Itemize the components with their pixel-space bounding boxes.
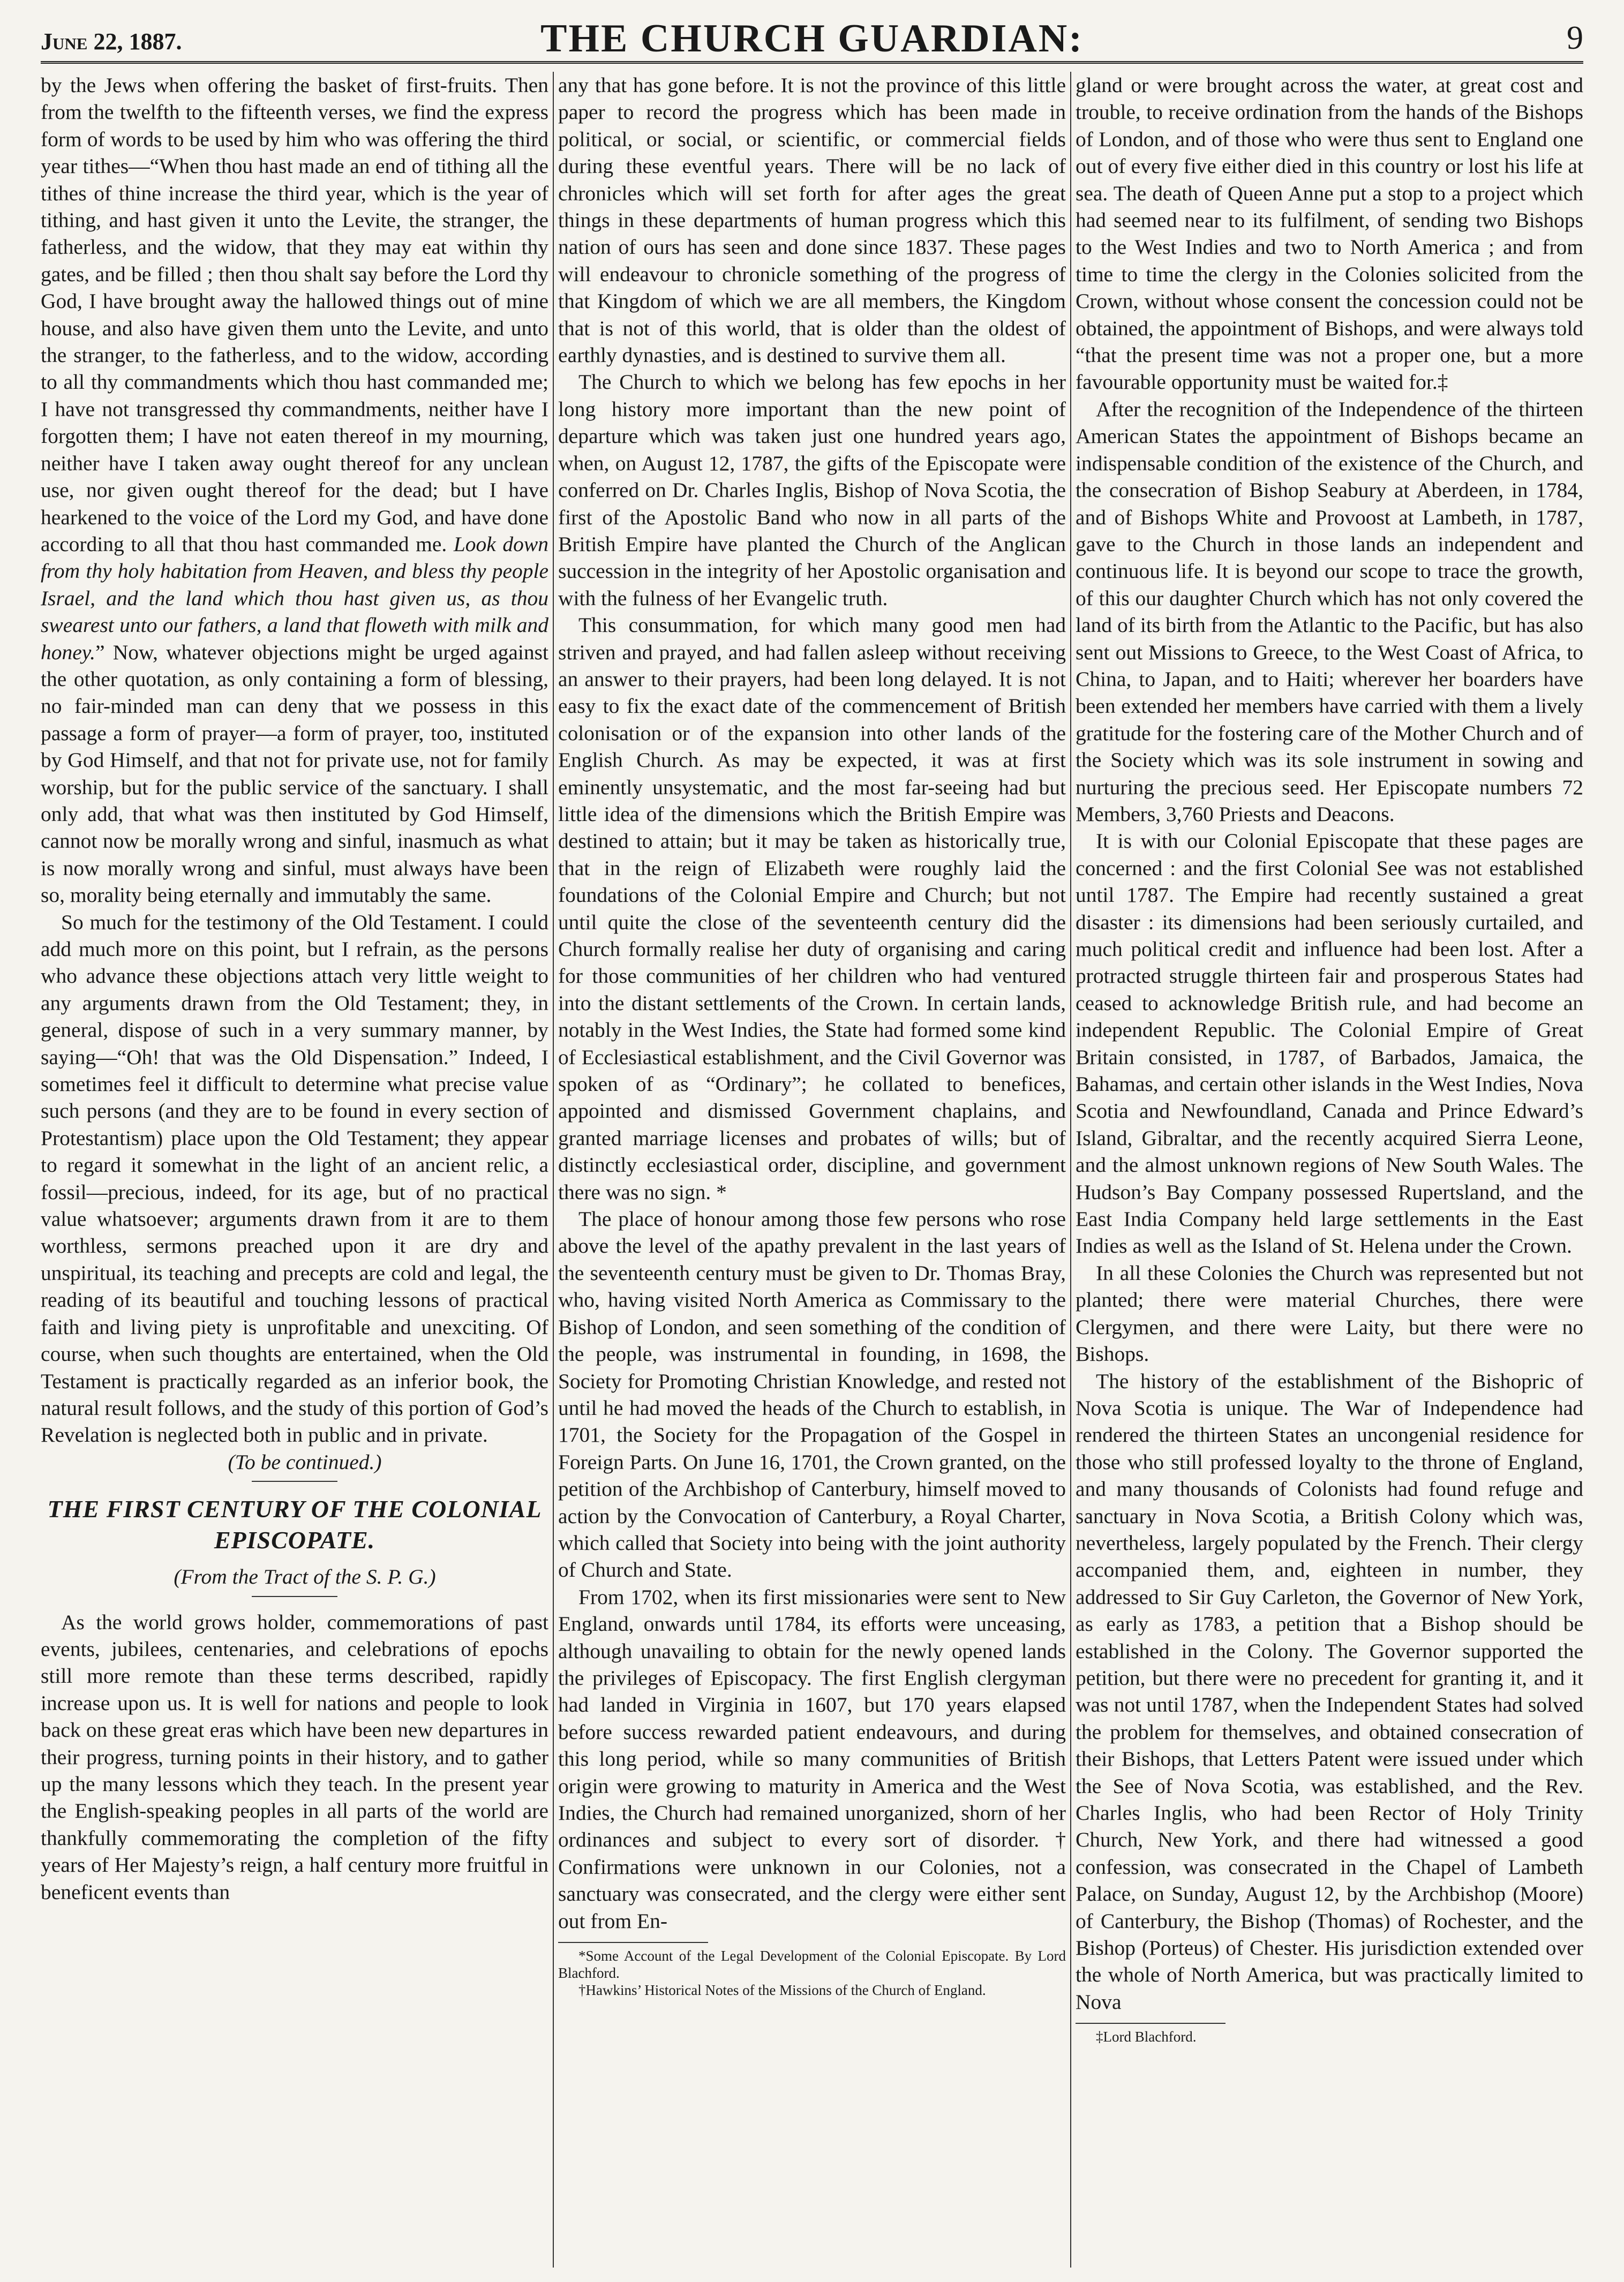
scripture-quotation: Look down from thy holy habitation from Heaven, and bless thy people Israel, and the land which thou hast given us, as thou swearest unto our fathers, a land that floweth with milk and honey. [41,532,548,664]
paragraph: The place of honour among those few persons who rose above the level of the apathy prevalent in the last years of the seventeenth century must be given to Dr. Thomas Bray, who, having visited North America as Commissary to the Bishop of London, and seen something of the condition of the people, was instrumental in founding, in 1698, the Society for Promoting Christian Knowledge, and rested not until he had moved the heads of the Church to establish, in 1701, the Society for the Propagation of the Gospel in Foreign Parts. On June 16, 1701, the Crown granted, on the petition of the Archbishop of Canterbury, himself moved to action by the Convocation of Canterbury, a Royal Charter, which called that Society into being with the joint authority of Church and State. [558,1207,1066,1582]
column-3 [1076,72,1583,2268]
issue-date: June 22, 1887. [41,28,182,55]
divider [252,1481,337,1482]
paragraph: After the recognition of the Independence of the thirteen American States the appointment of Bishops became an indispensable condition of the existence of the Church, and the consecration of Bishop Seabury at Aberdeen, in 1784, and of Bishops White and Provoost at Lambeth, in 1787, gave to the Church in those lands an independent and continuous life. It is beyond our scope to trace the growth, of this our daughter Church which has not only covered the land of its birth from the Atlantic to the Pacific, but has also sent out Missions to Greece, to the West Coast of Africa, to China, to Japan, and to Haiti; wherever her boarders have been extended her members have carried with them a lively gratitude for the fostering care of the Mother Church and of the Society which was its sole instrument in sowing and nurturing the precious seed. Her Episcopate numbers 72 Members, 3,760 Priests and Deacons. [1076,397,1583,826]
column-2 [558,72,1066,2268]
paragraph: This consummation, for which many good men had striven and prayed, and had fallen asleep without receiving an answer to their prayers, had been long delayed. It is not easy to fix the exact date of the commencement of British colonisation or of the expansion into other lands of the English Church. As may be expected, it was at first eminently unsystematic, and the most far-seeing had but little idea of the dimensions which the British Empire was destined to attain; but it may be taken as historically true, that in the reign of Elizabeth were roughly laid the foundations of the Colonial Empire and Church; but not until quite the close of the seventeenth century did the Church formally realise her duty of organising and caring for those communities of her children who had ventured into the distant settlements of the Crown. In certain lands, notably in the West Indies, the State had formed some kind of Ecclesiastical establishment, and the Civil Governor was spoken of as “Ordinary”; he collated to benefices, appointed and dismissed Government chaplains, and granted marriage licenses and probates of wills; but of distinctly ecclesiastical order, discipline, and government there was no sign. * [558,613,1066,1204]
footnote: †Hawkins’ Historical Notes of the Missions of the Church of England. [578,1982,986,1999]
page-number: 9 [1567,20,1583,56]
article-title: THE FIRST CENTURY OF THE COLONIAL EPISCOPATE. [47,1495,542,1554]
paragraph: It is with our Colonial Episcopate that these pages are concerned : and the first Colonial See was not established until 1787. The Empire had recently sustained a great disaster : its dimensions had been seriously curtailed, and much political credit and influence had been lost. After a protracted struggle thirteen fair and prosperous States had ceased to acknowledge British rule, and had become an independent Republic. The Colonial Empire of Great Britain consisted, in 1787, of Barbados, Jamaica, the Bahamas, and certain other islands in the West Indies, Nova Scotia and Newfoundland, Canada and Prince Edward’s Island, Gibraltar, and the recently acquired Sierra Leone, and the almost unknown regions of New South Wales. The Hudson’s Bay Company possessed Rupertsland, and the East India Company held large settlements in the East Indies as well as the Island of St. Helena under the Crown. [1076,829,1583,1258]
footnote: ‡Lord Blachford. [1096,2029,1197,2045]
column-1 [41,72,548,2268]
masthead [41,12,1583,64]
column-rule [553,72,554,2268]
paragraph: In all these Colonies the Church was represented but not planted; there were material Churches, there were Clergymen, and there were Laity, but there were no Bishops. [1076,1261,1583,1366]
paragraph: From 1702, when its first missionaries were sent to New England, onwards until 1784, its efforts were unceasing, although unavailing to obtain for the newly opened lands the privileges of Episcopacy. The first English clergyman had landed in Virginia in 1607, but 170 years elapsed before success rewarded patient endeavours, and during this long period, while so many communities of British origin were growing to maturity in America and the West Indies, the Church had remained unorganized, shorn of her ordinances and subject to every sort of disorder. † Confirmations were unknown in our Colonies, not a sanctuary was consecrated, and the clergy were either sent out from En- [558,1585,1066,1933]
to-be-continued: (To be continued.) [228,1450,382,1474]
footnote: *Some Account of the Legal Development of the Colonial Episcopate. By Lord Blachford. [558,1948,1066,1982]
paragraph: So much for the testimony of the Old Testament. I could add much more on this point, but I refrain, as the persons who advance these objections attach very little weight to any arguments drawn from the Old Testament; they, in general, dispose of such in a very summary manner, by saying—“Oh! that was the Old Dispensation.” Indeed, I sometimes feel it difficult to determine what precise value such persons (and they are to be found in every section of Protestantism) place upon the Old Testament; they appear to regard it somewhat in the light of an ancient relic, a fossil—precious, indeed, for its age, but of no practical value whatsoever; arguments drawn from it are to them worthless, sermons preached upon it are dry and unspiritual, its teaching and precepts are cold and legal, the reading of its beautiful and touching lessons of practical faith and living piety is unprofitable and unexciting. Of course, when such thoughts are entertained, when the Old Testament is practically regarded as an inferior book, the natural result follows, and the study of this portion of God’s Revelation is neglected both in public and in private. [41,910,548,1447]
paragraph: The Church to which we belong has few epochs in her long history more important than the new point of departure which was taken just one hundred years ago, when, on August 12, 1787, the gifts of the Episcopate were conferred on Dr. Charles Inglis, Bishop of Nova Scotia, the first of the Apostolic Band who now in all parts of the British Empire have planted the Church of the Anglican succession in the integrity of her Apostolic organisation and with the fulness of her Evangelic truth. [558,370,1066,610]
paragraph: As the world grows holder, commemorations of past events, jubilees, centenaries, and celebrations of epochs still more remote than these terms described, rapidly increase upon us. It is well for nations and people to look back on these great eras which have been new departures in their progress, turning points in their history, and to gather up the many lessons which they teach. In the present year the English-speaking peoples in all parts of the world are thankfully commemorating the completion of the fifty years of Her Majesty’s reign, a half century more fruitful in beneficent events than [41,1610,548,1904]
paragraph: gland or were brought across the water, at great cost and trouble, to receive ordination from the hands of the Bishops of London, and of those who were thus sent to England one out of every five either died in this country or lost his life at sea. The death of Queen Anne put a stop to a project which had seemed near to its fulfilment, of sending two Bishops to the West Indies and two to North America ; and from time to time the clergy in the Colonies solicited from the Crown, without whose consent the concession could not be obtained, the appointment of Bishops, and were always told “that the present time was not a proper one, but a more favourable opportunity must be waited for.‡ [1076,73,1583,394]
paragraph: The history of the establishment of the Bishopric of Nova Scotia is unique. The War of Independence had rendered the thirteen States an uncongenial residence for those who still professed loyalty to the throne of England, and many thousands of Colonists had found refuge and sanctuary in Nova Scotia, a British Colony which was, nevertheless, largely populated by the French. Their clergy accompanied them, and, eighteen in number, they addressed to Sir Guy Carleton, the Governor of New York, as early as 1783, a petition that a Bishop should be established in the Colony. The Governor supported the petition, but there were no precedent for granting it, and it was not until 1787, when the Independent States had solved the problem for themselves, and obtained consecration of their Bishops, that Letters Patent were issued under which the See of Nova Scotia, was established, and the Rev. Charles Inglis, who had been Rector of Holy Trinity Church, New York, and there had witnessed a good confession, was consecrated in the Chapel of Lambeth Palace, on Sunday, August 12, by the Archbishop (Moore) of Canterbury, the Bishop (Thomas) of Rochester, and the Bishop (Porteus) of Chester. His jurisdiction extended over the whole of North America, but was practically limited to Nova [1076,1369,1583,2014]
footnote-rule [1076,2023,1225,2024]
divider [252,1596,337,1597]
paragraph: by the Jews when offering the basket of first-fruits. Then from the twelfth to the fifteenth verses, we find the express form of words to be used by him who was offering the third year tithes—“When thou hast made an end of tithing all the tithes of thine increase the third year, which is the year of tithing, and hast given it unto the Levite, the stranger, the fatherless, and the widow, that they may eat within thy gates, and be filled ; then thou shalt say before the Lord thy God, I have brought away the hallowed things out of mine house, and also have given them unto the Levite, and unto the stranger, to the fatherless, and to the widow, according to all thy commandments which thou hast commanded me; I have not transgressed thy commandments, neither have I forgotten them; I have not eaten thereof in my mourning, neither have I taken away ought thereof for any unclean use, nor given ought thereof for the dead; but I have hearkened to the voice of the Lord my God, and have done according to all that thou hast commanded me. Look down from thy holy habitation from Heaven, and bless thy people Israel, and the land which thou hast given us, as thou swearest unto our fathers, a land that floweth with milk and honey.” Now, whatever objections might be urged against the other quotation, as only containing a form of blessing, no fair-minded man can deny that we possess in this passage a form of prayer—a form of prayer, too, instituted by God Himself, and that not for private use, not for family worship, but for the public service of the sanctuary. I shall only add, that what was then instituted by God Himself, cannot now be morally wrong and sinful, inasmuch as what is now morally wrong and sinful, must always have been so, morality being eternally and immutably the same. [41,73,548,907]
article-source: (From the Tract of the S. P. G.) [174,1565,436,1589]
newspaper-title: THE CHURCH GUARDIAN: [540,17,1084,61]
paragraph: any that has gone before. It is not the province of this little paper to record the progress which has been made in political, or social, or scientific, or commercial fields during these eventful years. There will be no lack of chronicles which will set forth for after ages the great things in these departments of human progress which this nation of ours has seen and done since 1837. These pages will endeavour to chronicle something of the progress of that Kingdom of which we are all members, the Kingdom that is not of this world, that is older than the oldest of earthly dynasties, and is destined to survive them all. [558,73,1066,367]
column-rule [1070,72,1071,2268]
footnote-rule [558,1942,708,1943]
